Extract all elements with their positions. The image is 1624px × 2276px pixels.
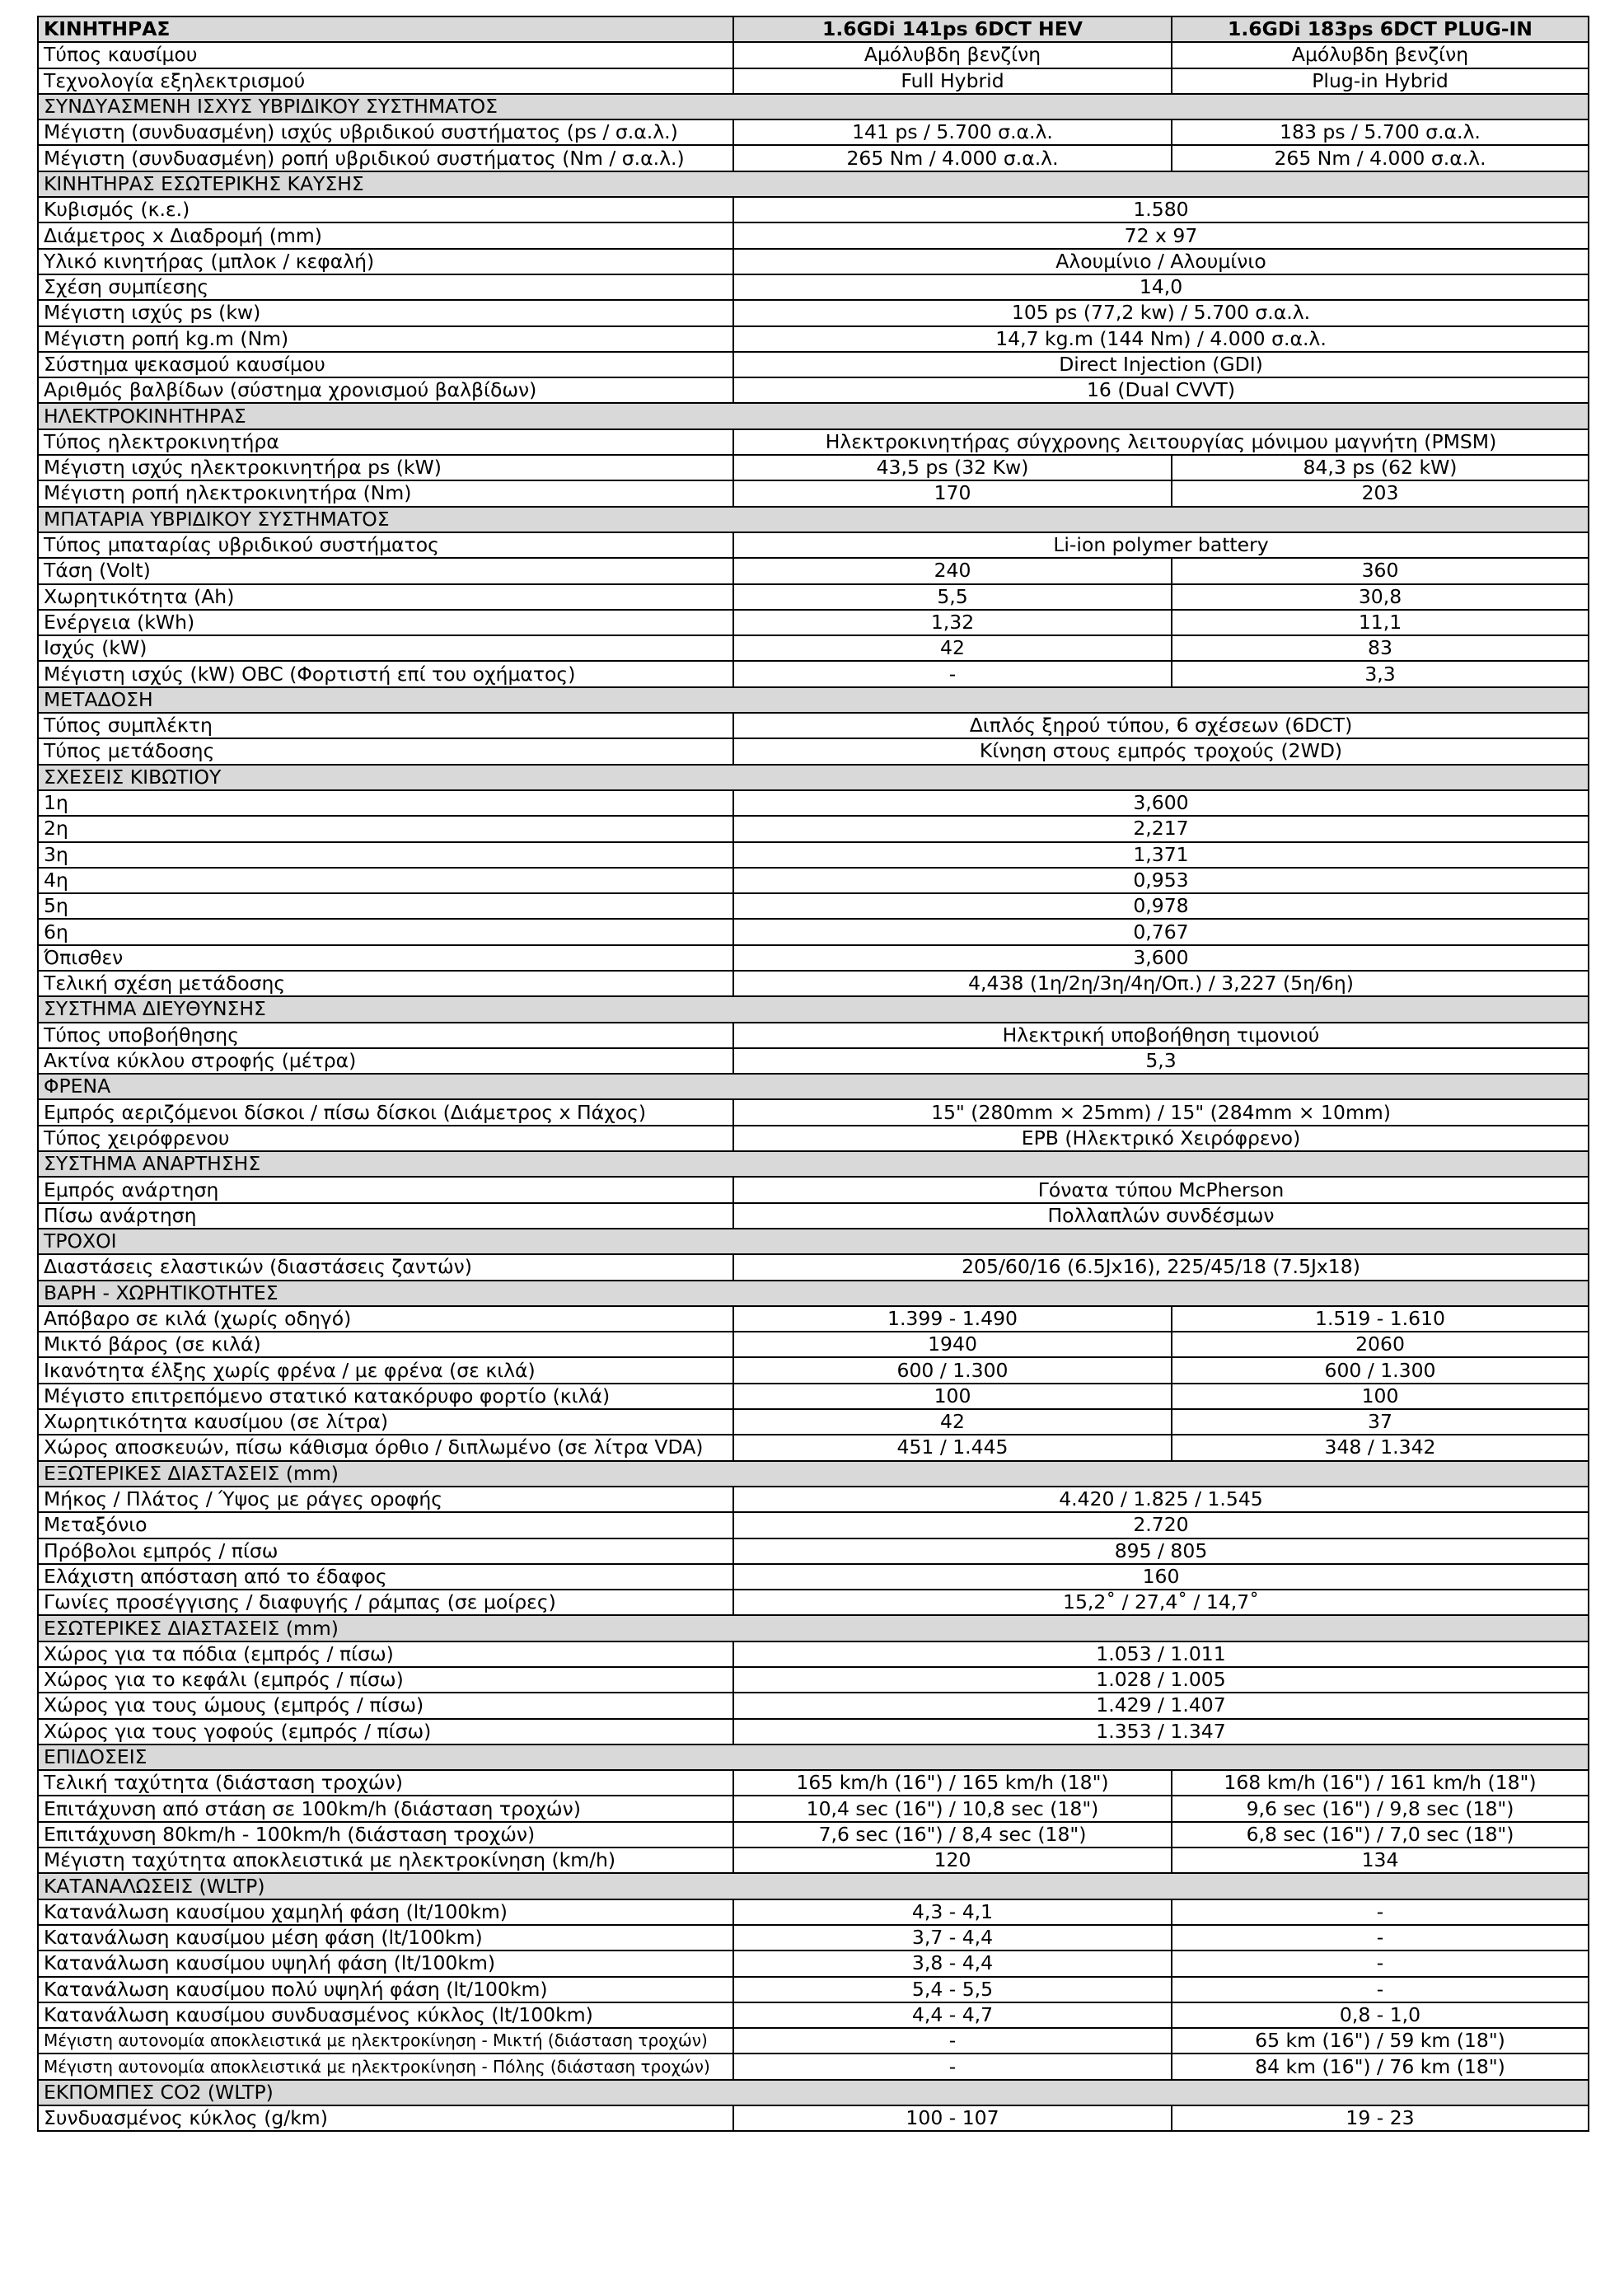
table-row — [38, 1899, 1589, 1925]
spec-value-shared: 1,371 — [733, 842, 1589, 868]
spec-value-hev: 120 — [733, 1847, 1172, 1873]
spec-value-plugin: 19 - 23 — [1172, 2105, 1589, 2131]
spec-value-hev: 240 — [733, 558, 1172, 583]
spec-label: Κατανάλωση καυσίμου υψηλή φάση (lt/100km) — [38, 1951, 733, 1976]
table-row — [38, 1435, 1589, 1460]
table-row — [38, 1409, 1589, 1435]
spec-label: Εμπρός ανάρτηση — [38, 1177, 733, 1202]
spec-value-shared: 205/60/16 (6.5Jx16), 225/45/18 (7.5Jx18) — [733, 1254, 1589, 1280]
spec-value-plugin: Αμόλυβδη βενζίνη — [1172, 42, 1589, 68]
spec-value-shared: 160 — [733, 1564, 1589, 1590]
spec-value-plugin: - — [1172, 1951, 1589, 1976]
spec-value-hev: 43,5 ps (32 Kw) — [733, 455, 1172, 480]
spec-value-hev: 3,8 - 4,4 — [733, 1951, 1172, 1976]
table-row — [38, 558, 1589, 583]
spec-value-hev: 1940 — [733, 1332, 1172, 1357]
table-row — [38, 2054, 1589, 2079]
table-header-row — [38, 16, 1589, 42]
spec-label: 1η — [38, 790, 733, 816]
spec-value-hev: 4,4 - 4,7 — [733, 2002, 1172, 2028]
spec-label: Τύπος ηλεκτροκινητήρα — [38, 429, 733, 455]
spec-label: Μέγιστη ροπή kg.m (Nm) — [38, 326, 733, 352]
table-row — [38, 2002, 1589, 2028]
table-row — [38, 738, 1589, 764]
table-row — [38, 1023, 1589, 1048]
spec-label: Απόβαρο σε κιλά (χωρίς οδηγό) — [38, 1306, 733, 1332]
spec-value-plugin: 9,6 sec (16") / 9,8 sec (18") — [1172, 1796, 1589, 1821]
spec-value-hev: 141 ps / 5.700 σ.α.λ. — [733, 119, 1172, 145]
spec-value-shared: 16 (Dual CVVT) — [733, 377, 1589, 403]
table-row — [38, 971, 1589, 996]
spec-value-shared: 15" (280mm × 25mm) / 15" (284mm × 10mm) — [733, 1099, 1589, 1125]
spec-value-hev: 5,4 - 5,5 — [733, 1977, 1172, 2002]
section-title: ΕΠΙΔΟΣΕΙΣ — [38, 1744, 1589, 1770]
spec-label: Γωνίες προσέγγισης / διαφυγής / ράμπας (σε μοίρες) — [38, 1590, 733, 1615]
spec-label: Κατανάλωση καυσίμου χαμηλή φάση (lt/100km) — [38, 1899, 733, 1925]
spec-label: 6η — [38, 919, 733, 944]
table-row — [38, 222, 1589, 248]
table-row — [38, 1590, 1589, 1615]
table-row — [38, 1719, 1589, 1744]
spec-label: Μέγιστο επιτρεπόμενο στατικό κατακόρυφο φορτίο (κιλά) — [38, 1384, 733, 1409]
table-row — [38, 610, 1589, 635]
table-row — [38, 2028, 1589, 2054]
table-row — [38, 1538, 1589, 1564]
spec-label: 5η — [38, 893, 733, 919]
spec-value-plugin: 0,8 - 1,0 — [1172, 2002, 1589, 2028]
table-row — [38, 197, 1589, 222]
spec-label: Πίσω ανάρτηση — [38, 1203, 733, 1229]
spec-label: Επιτάχυνση από στάση σε 100km/h (διάσταση τροχών) — [38, 1796, 733, 1821]
spec-value-shared: 14,0 — [733, 274, 1589, 300]
spec-value-shared: 105 ps (77,2 kw) / 5.700 σ.α.λ. — [733, 300, 1589, 325]
spec-label: Τύπος καυσίμου — [38, 42, 733, 68]
section-title: ΕΣΩΤΕΡΙΚΕΣ ΔΙΑΣΤΑΣΕΙΣ (mm) — [38, 1615, 1589, 1641]
table-row — [38, 326, 1589, 352]
spec-value-hev: 451 / 1.445 — [733, 1435, 1172, 1460]
table-row — [38, 713, 1589, 738]
section-title: ΦΡΕΝΑ — [38, 1074, 1589, 1099]
spec-sheet — [37, 16, 1588, 2132]
spec-value-plugin: 84,3 ps (62 kW) — [1172, 455, 1589, 480]
table-row — [38, 1048, 1589, 1074]
spec-value-shared: Ηλεκτροκινητήρας σύγχρονης λειτουργίας μόνιμου μαγνήτη (PMSM) — [733, 429, 1589, 455]
spec-value-shared: 3,600 — [733, 945, 1589, 971]
section-title: ΜΕΤΑΔΟΣΗ — [38, 687, 1589, 713]
spec-label: Ενέργεια (kWh) — [38, 610, 733, 635]
section-header-row — [38, 996, 1589, 1022]
section-header-row — [38, 1151, 1589, 1177]
section-title: ΚΙΝΗΤΗΡΑΣ ΕΣΩΤΕΡΙΚΗΣ ΚΑΥΣΗΣ — [38, 171, 1589, 197]
section-header-row — [38, 1229, 1589, 1254]
spec-value-hev: 10,4 sec (16") / 10,8 sec (18") — [733, 1796, 1172, 1821]
spec-value-shared: 0,978 — [733, 893, 1589, 919]
spec-value-shared: 4.420 / 1.825 / 1.545 — [733, 1487, 1589, 1512]
spec-value-shared: 2,217 — [733, 816, 1589, 841]
spec-value-shared: 895 / 805 — [733, 1538, 1589, 1564]
spec-label: Τεχνολογία εξηλεκτρισμού — [38, 68, 733, 94]
spec-label: Κατανάλωση καυσίμου συνδυασμένος κύκλος (lt/100km) — [38, 2002, 733, 2028]
spec-value-shared: EPB (Ηλεκτρικό Χειρόφρενο) — [733, 1126, 1589, 1151]
spec-label: Κυβισμός (κ.ε.) — [38, 197, 733, 222]
table-row — [38, 1357, 1589, 1383]
spec-label: Αριθμός βαλβίδων (σύστημα χρονισμού βαλβίδων) — [38, 377, 733, 403]
spec-label: Εμπρός αεριζόμενοι δίσκοι / πίσω δίσκοι (Διάμετρος x Πάχος) — [38, 1099, 733, 1125]
spec-label: Ικανότητα έλξης χωρίς φρένα / με φρένα (σε κιλά) — [38, 1357, 733, 1383]
table-row — [38, 1126, 1589, 1151]
spec-label: Τελική σχέση μετάδοσης — [38, 971, 733, 996]
spec-label: 4η — [38, 868, 733, 893]
table-row — [38, 1512, 1589, 1538]
section-header-row — [38, 1461, 1589, 1487]
spec-label: Επιτάχυνση 80km/h - 100km/h (διάσταση τροχών) — [38, 1822, 733, 1847]
spec-value-plugin: 134 — [1172, 1847, 1589, 1873]
section-header-row — [38, 765, 1589, 790]
section-title: ΗΛΕΚΤΡΟΚΙΝΗΤΗΡΑΣ — [38, 403, 1589, 429]
table-row — [38, 842, 1589, 868]
spec-value-hev: - — [733, 2028, 1172, 2054]
spec-label: Χώρος για το κεφάλι (εμπρός / πίσω) — [38, 1667, 733, 1693]
spec-label: Τελική ταχύτητα (διάσταση τροχών) — [38, 1770, 733, 1796]
spec-label: Μέγιστη (συνδυασμένη) ισχύς υβριδικού συστήματος (ps / σ.α.λ.) — [38, 119, 733, 145]
spec-label: Διάμετρος x Διαδρομή (mm) — [38, 222, 733, 248]
spec-label: Ελάχιστη απόσταση από το έδαφος — [38, 1564, 733, 1590]
spec-label: Σχέση συμπίεσης — [38, 274, 733, 300]
table-row — [38, 790, 1589, 816]
section-title: ΣΥΝΔΥΑΣΜΕΝΗ ΙΣΧΥΣ ΥΒΡΙΔΙΚΟΥ ΣΥΣΤΗΜΑΤΟΣ — [38, 94, 1589, 119]
spec-value-plugin: 360 — [1172, 558, 1589, 583]
spec-label: Χώρος για τους ώμους (εμπρός / πίσω) — [38, 1693, 733, 1718]
spec-label: Ακτίνα κύκλου στροφής (μέτρα) — [38, 1048, 733, 1074]
spec-label: Μήκος / Πλάτος / Ύψος με ράγες οροφής — [38, 1487, 733, 1512]
section-title: ΤΡΟΧΟΙ — [38, 1229, 1589, 1254]
spec-value-shared: 1.580 — [733, 197, 1589, 222]
table-row — [38, 1847, 1589, 1873]
section-header-row — [38, 1744, 1589, 1770]
spec-value-plugin: 84 km (16") / 76 km (18") — [1172, 2054, 1589, 2079]
spec-label: Χώρος για τους γοφούς (εμπρός / πίσω) — [38, 1719, 733, 1744]
spec-value-hev: 3,7 - 4,4 — [733, 1925, 1172, 1951]
table-row — [38, 68, 1589, 94]
spec-value-hev: Αμόλυβδη βενζίνη — [733, 42, 1172, 68]
spec-value-plugin: 1.519 - 1.610 — [1172, 1306, 1589, 1332]
table-row — [38, 1564, 1589, 1590]
table-row — [38, 145, 1589, 171]
spec-value-shared: 1.028 / 1.005 — [733, 1667, 1589, 1693]
table-row — [38, 377, 1589, 403]
table-row — [38, 1796, 1589, 1821]
table-row — [38, 42, 1589, 68]
section-title: ΕΚΠΟΜΠΕΣ CO2 (WLTP) — [38, 2080, 1589, 2105]
spec-value-plugin: 600 / 1.300 — [1172, 1357, 1589, 1383]
section-header-row — [38, 1281, 1589, 1306]
spec-value-shared: 1.053 / 1.011 — [733, 1641, 1589, 1667]
spec-value-plugin: 83 — [1172, 635, 1589, 661]
spec-label: Κατανάλωση καυσίμου μέση φάση (lt/100km) — [38, 1925, 733, 1951]
spec-value-shared: 72 x 97 — [733, 222, 1589, 248]
header-hev-column: 1.6GDi 141ps 6DCT HEV — [733, 16, 1172, 42]
spec-label: Σύστημα ψεκασμού καυσίμου — [38, 352, 733, 377]
spec-value-shared: 3,600 — [733, 790, 1589, 816]
section-header-row — [38, 1615, 1589, 1641]
spec-value-shared: 0,767 — [733, 919, 1589, 944]
table-row — [38, 1177, 1589, 1202]
spec-value-hev: 165 km/h (16") / 165 km/h (18") — [733, 1770, 1172, 1796]
table-row — [38, 249, 1589, 274]
table-row — [38, 1925, 1589, 1951]
table-row — [38, 1384, 1589, 1409]
section-header-row — [38, 94, 1589, 119]
table-row — [38, 635, 1589, 661]
section-header-row — [38, 1873, 1589, 1899]
spec-value-hev: 42 — [733, 635, 1172, 661]
spec-value-hev: 4,3 - 4,1 — [733, 1899, 1172, 1925]
spec-value-hev: - — [733, 661, 1172, 686]
table-row — [38, 455, 1589, 480]
spec-label: Τύπος υποβοήθησης — [38, 1023, 733, 1048]
spec-value-hev: 5,5 — [733, 584, 1172, 610]
spec-value-plugin: 37 — [1172, 1409, 1589, 1435]
spec-value-hev: Full Hybrid — [733, 68, 1172, 94]
spec-label: Μέγιστη αυτονομία αποκλειστικά με ηλεκτροκίνηση - Μικτή (διάσταση τροχών) — [38, 2028, 733, 2054]
section-title: ΜΠΑΤΑΡΙΑ ΥΒΡΙΔΙΚΟΥ ΣΥΣΤΗΜΑΤΟΣ — [38, 507, 1589, 532]
table-row — [38, 893, 1589, 919]
specifications-table-body — [38, 16, 1589, 2131]
spec-label: Τύπος χειρόφρενου — [38, 1126, 733, 1151]
spec-value-shared: 1.429 / 1.407 — [733, 1693, 1589, 1718]
table-row — [38, 1951, 1589, 1976]
spec-label: Χωρητικότητα καυσίμου (σε λίτρα) — [38, 1409, 733, 1435]
spec-value-plugin: - — [1172, 1899, 1589, 1925]
spec-value-plugin: - — [1172, 1925, 1589, 1951]
table-row — [38, 429, 1589, 455]
spec-value-shared: Κίνηση στους εμπρός τροχούς (2WD) — [733, 738, 1589, 764]
spec-value-plugin: 265 Nm / 4.000 σ.α.λ. — [1172, 145, 1589, 171]
spec-value-shared: Πολλαπλών συνδέσμων — [733, 1203, 1589, 1229]
spec-value-shared: Direct Injection (GDI) — [733, 352, 1589, 377]
spec-value-hev: - — [733, 2054, 1172, 2079]
spec-value-hev: 100 — [733, 1384, 1172, 1409]
spec-value-plugin: - — [1172, 1977, 1589, 2002]
spec-label: Συνδυασμένος κύκλος (g/km) — [38, 2105, 733, 2131]
spec-label: Μέγιστη αυτονομία αποκλειστικά με ηλεκτροκίνηση - Πόλης (διάσταση τροχών) — [38, 2054, 733, 2079]
table-row — [38, 1822, 1589, 1847]
spec-label: Μέγιστη (συνδυασμένη) ροπή υβριδικού συστήματος (Nm / σ.α.λ.) — [38, 145, 733, 171]
table-row — [38, 1693, 1589, 1718]
spec-label: 3η — [38, 842, 733, 868]
specifications-table — [37, 16, 1589, 2132]
spec-value-shared: 4,438 (1η/2η/3η/4η/Οπ.) / 3,227 (5η/6η) — [733, 971, 1589, 996]
spec-value-plugin: 6,8 sec (16") / 7,0 sec (18") — [1172, 1822, 1589, 1847]
section-header-row — [38, 2080, 1589, 2105]
table-row — [38, 119, 1589, 145]
table-row — [38, 1254, 1589, 1280]
table-row — [38, 274, 1589, 300]
spec-value-hev: 170 — [733, 480, 1172, 506]
spec-label: Τύπος μετάδοσης — [38, 738, 733, 764]
section-header-row — [38, 1074, 1589, 1099]
spec-label: Χώρος αποσκευών, πίσω κάθισμα όρθιο / διπλωμένο (σε λίτρα VDA) — [38, 1435, 733, 1460]
table-row — [38, 1641, 1589, 1667]
spec-value-hev: 1,32 — [733, 610, 1172, 635]
spec-value-shared: Διπλός ξηρού τύπου, 6 σχέσεων (6DCT) — [733, 713, 1589, 738]
table-row — [38, 816, 1589, 841]
table-row — [38, 2105, 1589, 2131]
table-row — [38, 661, 1589, 686]
table-row — [38, 1203, 1589, 1229]
spec-value-shared: 2.720 — [733, 1512, 1589, 1538]
spec-label: Πρόβολοι εμπρός / πίσω — [38, 1538, 733, 1564]
header-plugin-column: 1.6GDi 183ps 6DCT PLUG-IN — [1172, 16, 1589, 42]
spec-value-plugin: 100 — [1172, 1384, 1589, 1409]
spec-label: Τύπος μπαταρίας υβριδικού συστήματος — [38, 532, 733, 558]
spec-label: Όπισθεν — [38, 945, 733, 971]
section-title: ΣΥΣΤΗΜΑ ΔΙΕΥΘΥΝΣΗΣ — [38, 996, 1589, 1022]
spec-value-hev: 1.399 - 1.490 — [733, 1306, 1172, 1332]
spec-value-shared: Γόνατα τύπου McPherson — [733, 1177, 1589, 1202]
spec-label: Τύπος συμπλέκτη — [38, 713, 733, 738]
spec-value-hev: 100 - 107 — [733, 2105, 1172, 2131]
spec-label: Μέγιστη ισχύς ps (kw) — [38, 300, 733, 325]
spec-value-hev: 600 / 1.300 — [733, 1357, 1172, 1383]
spec-label: Χωρητικότητα (Ah) — [38, 584, 733, 610]
spec-label: Μεταξόνιο — [38, 1512, 733, 1538]
table-row — [38, 1332, 1589, 1357]
table-row — [38, 868, 1589, 893]
spec-label: Κατανάλωση καυσίμου πολύ υψηλή φάση (lt/100km) — [38, 1977, 733, 2002]
table-row — [38, 1099, 1589, 1125]
section-header-row — [38, 507, 1589, 532]
table-row — [38, 1977, 1589, 2002]
table-row — [38, 945, 1589, 971]
table-row — [38, 300, 1589, 325]
spec-label: Μέγιστη ταχύτητα αποκλειστικά με ηλεκτροκίνηση (km/h) — [38, 1847, 733, 1873]
spec-value-plugin: 2060 — [1172, 1332, 1589, 1357]
section-title: ΚΑΤΑΝΑΛΩΣΕΙΣ (WLTP) — [38, 1873, 1589, 1899]
spec-label: Τάση (Volt) — [38, 558, 733, 583]
header-engine-label: ΚΙΝΗΤΗΡΑΣ — [38, 16, 733, 42]
spec-value-shared: 1.353 / 1.347 — [733, 1719, 1589, 1744]
section-header-row — [38, 687, 1589, 713]
spec-value-plugin: 348 / 1.342 — [1172, 1435, 1589, 1460]
table-row — [38, 1487, 1589, 1512]
section-title: ΣΧΕΣΕΙΣ ΚΙΒΩΤΙΟΥ — [38, 765, 1589, 790]
spec-label: 2η — [38, 816, 733, 841]
section-title: ΒΑΡΗ - ΧΩΡΗΤΙΚΟΤΗΤΕΣ — [38, 1281, 1589, 1306]
table-row — [38, 352, 1589, 377]
spec-value-shared: 0,953 — [733, 868, 1589, 893]
table-row — [38, 532, 1589, 558]
table-row — [38, 919, 1589, 944]
section-title: ΕΞΩΤΕΡΙΚΕΣ ΔΙΑΣΤΑΣΕΙΣ (mm) — [38, 1461, 1589, 1487]
spec-value-plugin: 11,1 — [1172, 610, 1589, 635]
table-row — [38, 480, 1589, 506]
table-row — [38, 1770, 1589, 1796]
spec-label: Μικτό βάρος (σε κιλά) — [38, 1332, 733, 1357]
spec-value-plugin: 3,3 — [1172, 661, 1589, 686]
spec-value-shared: 14,7 kg.m (144 Nm) / 4.000 σ.α.λ. — [733, 326, 1589, 352]
spec-value-shared: Αλουμίνιο / Αλουμίνιο — [733, 249, 1589, 274]
table-row — [38, 1667, 1589, 1693]
table-row — [38, 584, 1589, 610]
spec-label: Μέγιστη ροπή ηλεκτροκινητήρα (Nm) — [38, 480, 733, 506]
spec-label: Διαστάσεις ελαστικών (διαστάσεις ζαντών) — [38, 1254, 733, 1280]
spec-value-plugin: 183 ps / 5.700 σ.α.λ. — [1172, 119, 1589, 145]
section-title: ΣΥΣΤΗΜΑ ΑΝΑΡΤΗΣΗΣ — [38, 1151, 1589, 1177]
spec-value-hev: 7,6 sec (16") / 8,4 sec (18") — [733, 1822, 1172, 1847]
spec-value-hev: 42 — [733, 1409, 1172, 1435]
spec-value-shared: Li-ion polymer battery — [733, 532, 1589, 558]
spec-value-plugin: 30,8 — [1172, 584, 1589, 610]
spec-label: Χώρος για τα πόδια (εμπρός / πίσω) — [38, 1641, 733, 1667]
section-header-row — [38, 403, 1589, 429]
spec-label: Υλικό κινητήρας (μπλοκ / κεφαλή) — [38, 249, 733, 274]
spec-value-shared: Ηλεκτρική υποβοήθηση τιμονιού — [733, 1023, 1589, 1048]
spec-value-plugin: 168 km/h (16") / 161 km/h (18") — [1172, 1770, 1589, 1796]
spec-value-hev: 265 Nm / 4.000 σ.α.λ. — [733, 145, 1172, 171]
spec-label: Μέγιστη ισχύς ηλεκτροκινητήρα ps (kW) — [38, 455, 733, 480]
spec-value-plugin: 203 — [1172, 480, 1589, 506]
spec-label: Ισχύς (kW) — [38, 635, 733, 661]
spec-value-plugin: 65 km (16") / 59 km (18") — [1172, 2028, 1589, 2054]
section-header-row — [38, 171, 1589, 197]
spec-value-plugin: Plug-in Hybrid — [1172, 68, 1589, 94]
spec-value-shared: 15,2˚ / 27,4˚ / 14,7˚ — [733, 1590, 1589, 1615]
spec-value-shared: 5,3 — [733, 1048, 1589, 1074]
table-row — [38, 1306, 1589, 1332]
spec-label: Μέγιστη ισχύς (kW) OBC (Φορτιστή επί του οχήματος) — [38, 661, 733, 686]
